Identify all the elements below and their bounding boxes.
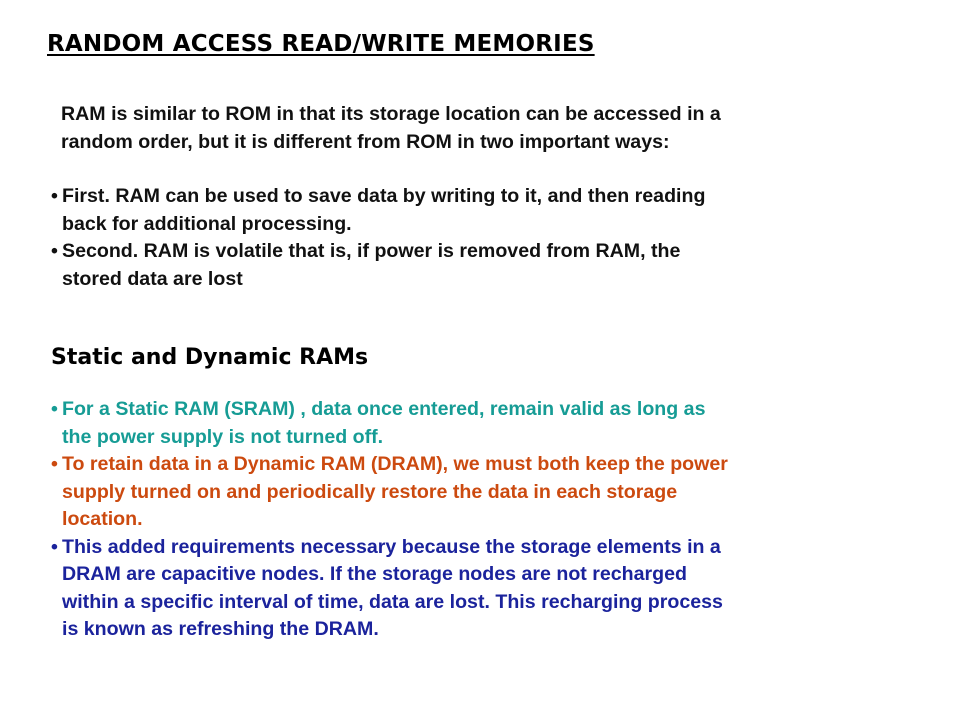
bullet-dot: •: [51, 398, 58, 420]
bullet-sram-line-1: For a Static RAM (SRAM) , data once entered, remain valid as long as: [62, 398, 706, 420]
spacer: [51, 156, 901, 183]
intro-section: [51, 101, 901, 293]
bullet-dram-line-2: supply turned on and periodically restore the data in each storage: [62, 480, 678, 503]
bullet-second-line-2: stored data are lost: [62, 267, 243, 290]
bullet-first: [51, 183, 901, 238]
bullet-sram: [51, 396, 901, 451]
rams-section: [51, 396, 901, 644]
bullet-second: [51, 238, 901, 293]
bullet-sram-line-2: the power supply is not turned off.: [62, 425, 384, 448]
bullet-dot: •: [51, 535, 58, 558]
bullet-dram: [51, 451, 901, 534]
bullet-first-line-1: First. RAM can be used to save data by writing to it, and then reading: [62, 185, 706, 207]
bullet-dram-line-3: location.: [62, 508, 143, 530]
bullet-dram-line-1: To retain data in a Dynamic RAM (DRAM), we must both keep the power: [62, 453, 728, 475]
slide-title: RANDOM ACCESS READ/WRITE MEMORIES: [47, 31, 595, 57]
intro-line-1: RAM is similar to ROM in that its storage location can be accessed in a: [61, 103, 721, 125]
bullet-first-line-2: back for additional processing.: [62, 212, 352, 235]
bullet-dot: •: [51, 240, 58, 262]
bullet-dot: •: [51, 453, 58, 475]
bullet-second-line-1: Second. RAM is volatile that is, if power is removed from RAM, the: [62, 240, 681, 262]
bullet-refresh-line-3: within a specific interval of time, data are lost. This recharging process: [62, 590, 723, 613]
bullet-refresh-line-4: is known as refreshing the DRAM.: [62, 618, 379, 640]
intro-line-2: random order, but it is different from ROM in two important ways:: [61, 130, 670, 153]
section-subtitle: Static and Dynamic RAMs: [51, 345, 369, 370]
bullet-refresh-line-2: DRAM are capacitive nodes. If the storage nodes are not recharged: [62, 563, 688, 585]
intro-paragraph: [51, 101, 901, 156]
bullet-refresh: [51, 534, 901, 644]
bullet-refresh-line-1: This added requirements necessary because the storage elements in a: [62, 535, 721, 558]
bullet-dot: •: [51, 185, 58, 207]
